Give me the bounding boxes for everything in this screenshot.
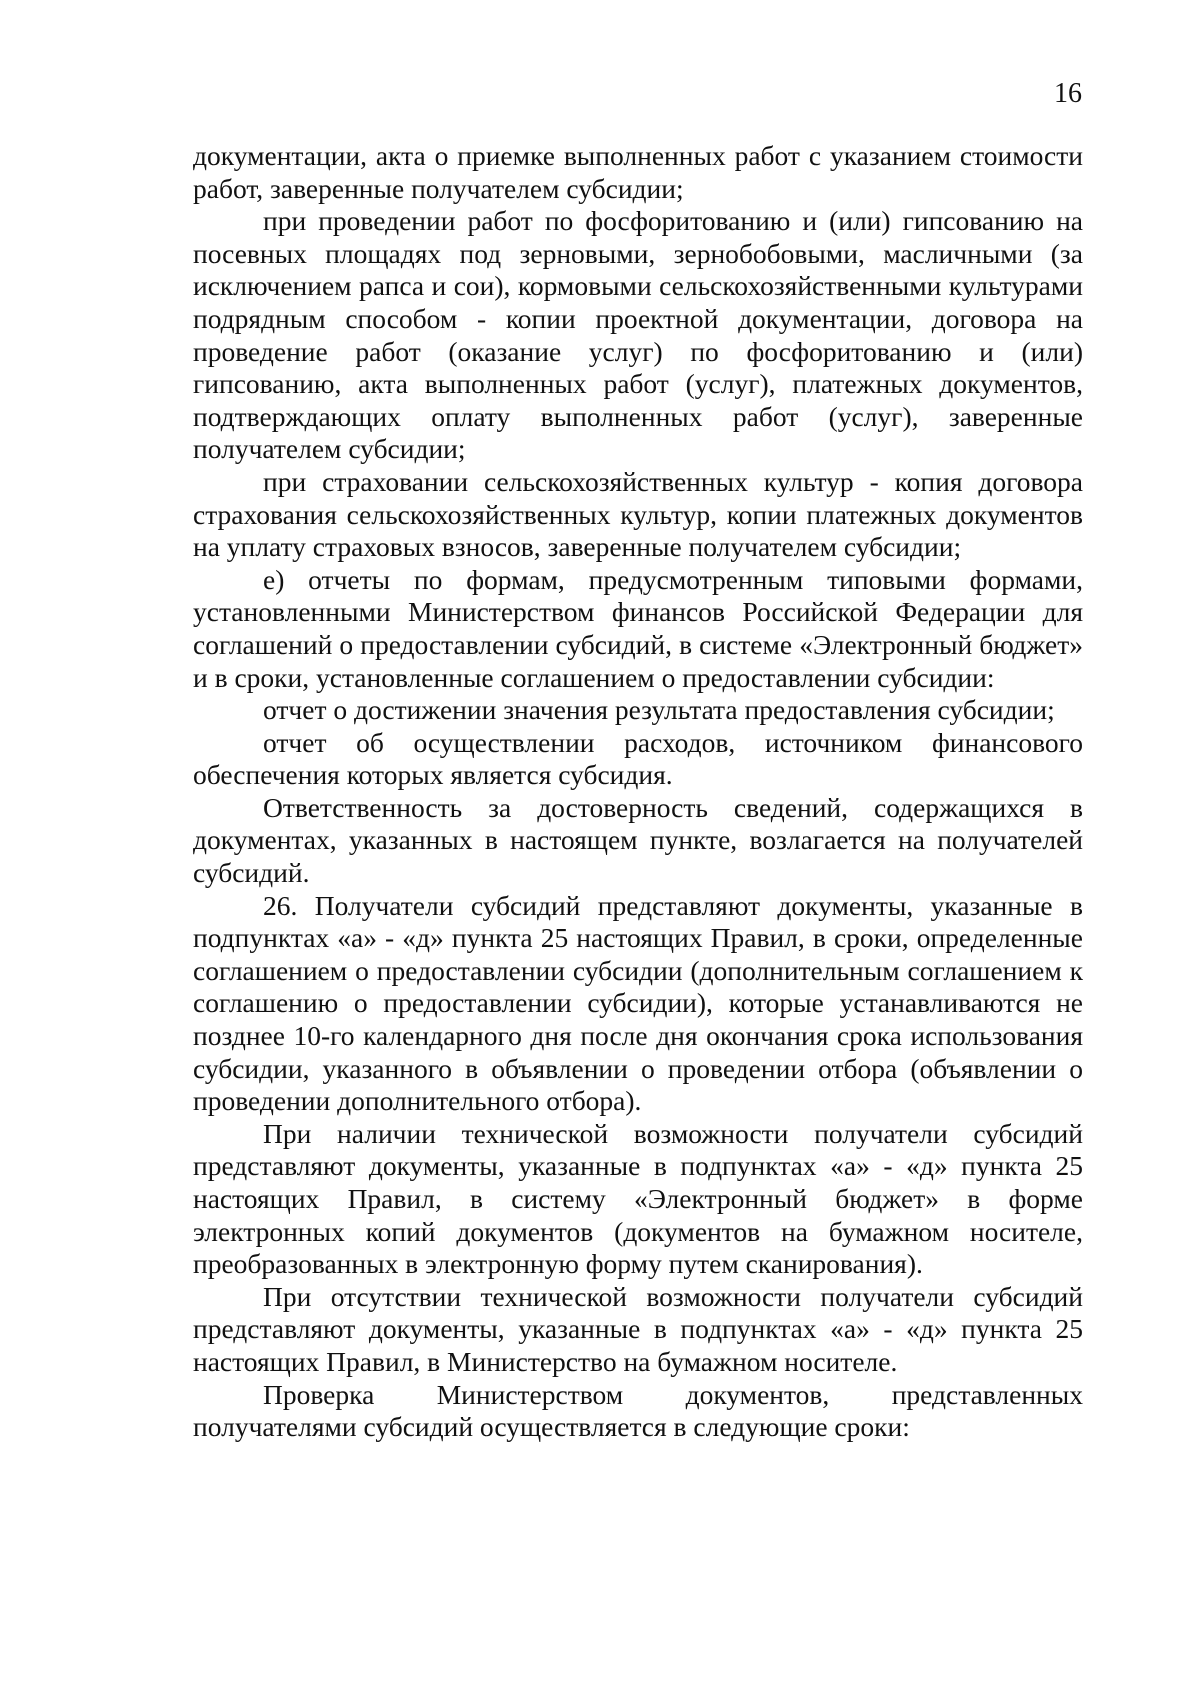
paragraph: Проверка Министерством документов, представленных получателями субсидий осуществляется в следующие сроки: [193,1378,1083,1443]
document-body [193,140,1083,1444]
paragraph: отчет о достижении значения результата предоставления субсидии; [263,694,1055,726]
paragraph: е) отчеты по формам, предусмотренным типовыми формами, установленными Министерством финансов Российской Федерации для соглашений о предоставлении субсидий, в системе «Электронный бюджет» и в сроки, установленные соглашением о предоставлении субсидии: [193,563,1083,693]
paragraph: при проведении работ по фосфоритованию и (или) гипсованию на посевных площадях под зерновыми, зернобобовыми, масличными (за исключением рапса и сои), кормовыми сельскохозяйственными культурами подрядным способом - копии проектной документации, договора на проведение работ (оказание услуг) по фосфоритованию и (или) гипсованию, акта выполненных работ (услуг), платежных документов, подтверждающих оплату выполненных работ (услуг), заверенные получателем субсидии; [193,205,1083,465]
paragraph: при страховании сельскохозяйственных культур - копия договора страхования сельскохозяйственных культур, копии платежных документов на уплату страховых взносов, заверенные получателем субсидии; [193,465,1083,563]
page-number: 16 [1054,78,1082,109]
paragraph: отчет об осуществлении расходов, источником финансового обеспечения которых является субсидия. [193,726,1083,791]
paragraph: 26. Получатели субсидий представляют документы, указанные в подпунктах «а» - «д» пункта 25 настоящих Правил, в сроки, определенные соглашением о предоставлении субсидии (дополнительным соглашением к соглашению о предоставлении субсидии), которые устанавливаются не позднее 10-го календарного дня после дня окончания срока использования субсидии, указанного в объявлении о проведении отбора (объявлении о проведении дополнительного отбора). [193,889,1083,1117]
paragraph: документации, акта о приемке выполненных работ с указанием стоимости работ, заверенные получателем субсидии; [193,140,1083,204]
paragraph: При отсутствии технической возможности получатели субсидий представляют документы, указанные в подпунктах «а» - «д» пункта 25 настоящих Правил, в Министерство на бумажном носителе. [193,1280,1083,1377]
paragraph: Ответственность за достоверность сведений, содержащихся в документах, указанных в настоящем пункте, возлагается на получателей субсидий. [193,791,1083,889]
paragraph: При наличии технической возможности получатели субсидий представляют документы, указанные в подпунктах «а» - «д» пункта 25 настоящих Правил, в систему «Электронный бюджет» в форме электронных копий документов (документов на бумажном носителе, преобразованных в электронную форму путем сканирования). [193,1117,1083,1280]
